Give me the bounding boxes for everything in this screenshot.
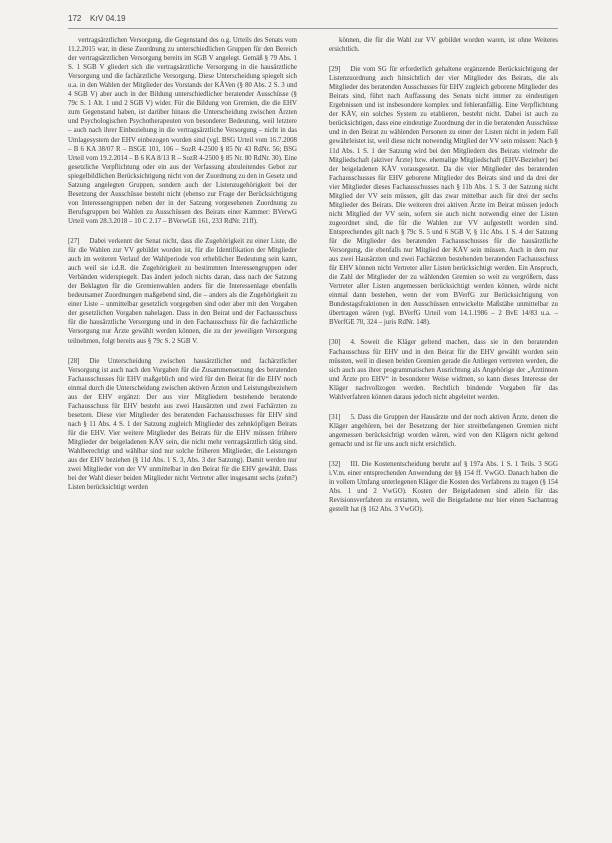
paragraph-number: [27] xyxy=(68,237,80,245)
right-column xyxy=(329,36,558,525)
paragraph xyxy=(329,338,558,401)
paragraph-text: Die vom SG für erforderlich gehaltene ergänzende Berücksichtigung der Listenzuordnung auch hinsichtlich der vier Mitglieder des Beirats, die als Mitglieder des beratenden Ausschusses für EHV zugleich geborene Mitglieder des Beirats sind, führt nach Auffassung des Senats nicht immer zu eindeutigen Ergebnissen und ist insbesondere komplex und fehleranfällig. Eine Verpflichtung der KÄV, ein solches System zu etablieren, besteht nicht. Dabei ist auch zu berücksichtigen, dass eine eindeutige Zuordnung der in die beratenden Ausschüsse und in den Beirat zu wählenden Personen zu einer der Listen nicht in jedem Fall gewährleistet ist, weil diese nicht notwendig Mitglied der VV sein müssen: Nach § 11d Abs. 1 S. 1 der Satzung wird bei den Mitgliedern des Beirats vielmehr die Mitgliedschaft (aktiver Ärzte) bzw. ehemalige Mitgliedschaft (EHV-Bezieher) bei der beigeladenen KÄV vorausgesetzt. Da die vier Mitglieder des beratenden Fachausschusses für EHV geborene Mitglieder des Beirats sind und da drei der vier Mitglieder dieses Fachausschusses nach § 11b Abs. 1 S. 3 der Satzung nicht Mitglied der VV sein müssen, gilt das zwar mittelbar auch für drei der sechs Mitglieder des Beirats. Die weiteren drei aktiven Ärzte im Beirat müssen jedoch nicht Mitglied der VV sein, sofern sie auch nicht notwendig einer der Listen zugeordnet sind, die für die Wahlen zur VV aufgestellt worden sind. Entsprechendes gilt nach § 79c S. 5 und 6 SGB V, § 11c Abs. 1 S. 4 der Satzung für die Mitglieder des beratenden Fachausschusses für die hausärztliche Versorgung, die ebenfalls nur Mitglied der KÄV sein müssen. Auch in dem nur aus zwei Hausärzten und zwei Fachärzten bestehenden beratenden Fachausschuss für EHV können nicht Vertreter aller Listen berücksichtigt werden. Ein Anspruch, die Zahl der Mitglieder der zu wählenden Gremien so weit zu vergrößern, dass Vertreter aller Listen angemessen berücksichtigt werden können, würde nicht einmal dann bestehen, wenn der vom BVerfG zur Berücksichtigung von Bundestagsfraktionen in den Ausschüssen entwickelte Maßstäbe unmittelbar zu übertragen wären (vgl. BVerfG Urteil vom 14.1.1986 – 2 BvE 14/83 u.a. – BVerfGE 70, 324 – juris RdNr. 148). xyxy=(329,66,558,327)
paragraph-number: [30] xyxy=(329,339,341,347)
page-number: 172 xyxy=(68,14,82,23)
paragraph xyxy=(329,460,558,514)
paragraph-number: [31] xyxy=(329,413,341,421)
paragraph-text: können, die für die Wahl zur VV gebildet worden waren, ist ohne Weiteres ersichtlich. xyxy=(329,37,558,54)
paragraph-text: 4. Soweit die Kläger geltend machen, dass sie in den beratenden Fachausschuss für EHV und in den Beirat für die EHV gewählt worden sein müssten, weil in diesen beiden Gremien gerade die Anliegen vertreten werden, die sich auch aus ihrer programmatischen Ausrichtung als Angehörige der „Ärztinnen und Ärzte pro EHV“ in besonderer Weise widmen, so kann dieses Interesse der Kläger nachvollzogen werden. Rechtlich bindende Vorgaben für das Wahlverfahren können daraus jedoch nicht abgeleitet werden. xyxy=(329,339,558,401)
paragraph-number: [32] xyxy=(329,460,341,468)
paragraph-text: 5. Dass die Gruppen der Hausärzte und der noch aktiven Ärzte, denen die Kläger angehören, bei der Besetzung der hier streitbefangenen Gremien nicht angemessen berücksichtigt worden wären, wird von den Klägern nicht geltend gemacht und ist für uns auch nicht ersichtlich. xyxy=(329,413,558,448)
left-column xyxy=(68,36,297,503)
paragraph xyxy=(329,413,558,449)
paragraph xyxy=(329,36,558,54)
page-header xyxy=(68,14,558,28)
paragraph xyxy=(68,357,297,493)
journal-reference: KrV 04.19 xyxy=(90,14,126,23)
paragraph-number: [29] xyxy=(329,66,341,74)
paragraph-number: [28] xyxy=(68,357,80,365)
paragraph-text: vertragsärztlichen Versorgung, die Gegenstand des o.g. Urteils des Senats vom 11.2.2015 war, in diese Zuordnung zu unterschiedlichen Gruppen für den Bereich der vertragsärztlichen Versorgung bereits im SGB V angelegt. Gemäß § 79 Abs. 1 S. 1 SGB V gliedert sich die vertragsärztliche Versorgung in die hausärztliche Versorgung und die fachärztliche Versorgung. Diese Unterscheidung spiegelt sich u.a. in den Wahlen der Mitglieder des Vorstands der KÄVen (§ 80 Abs. 2 S. 3 und 4 SGB V) aber auch in der Bildung unterschiedlicher beratender Ausschüsse (§ 79c S. 1 Alt. 1 und 2 SGB V) wider. Für die Bildung von Gremien, die die EHV zum Gegenstand haben, ist darüber hinaus die Unterscheidung zwischen Ärzten und Psychologischen Psychotherapeuten von besonderer Bedeutung, weil letztere – auch nach ihrer Einbeziehung in die vertragsärztliche Versorgung – nicht in das Umlagesystem der EHV einbezogen worden sind (vgl. BSG Urteil vom 16.7.2008 – B 6 KA 38/07 R – BSGE 101, 106 – SozR 4-2500 § 85 Nr 43 RdNr. 56; BSG Urteil vom 19.2.2014 – B 6 KA 8/13 R – SozR 4-2500 § 85 Nr. 80 RdNr. 30). Eine gesetzliche Verpflichtung oder ein aus der Verfassung abzuleitendes Gebot zur spiegelbildlichen Berücksichtigung nicht von der Zuordnung zu den in Gesetz und Satzung angelegten Gruppen, sondern auch der Listenzugehörigkeit bei der Besetzung der Ausschüsse besteht nicht (ebenso zur Frage der Berücksichtigung von Interessengruppen neben der in der Satzung vorgesehenen Zuordnung zu Berufsgruppen bei Wahlen zu Ausschüssen des Beirats einer Kammer: BVerwG Urteil vom 28.3.2018 – 10 C 2.17 – BVerwGE 161, 233 RdNr. 21ff). xyxy=(68,37,297,225)
paragraph-text: III. Die Kostenentscheidung beruht auf § 197a Abs. 1 S. 1 Teils. 3 SGG i.V.m. einer entsprechenden Anwendung der §§ 154 ff. VwGO. Danach haben die in vollem Umfang unterlegenen Kläger die Kosten des Verfahrens zu tragen (§ 154 Abs. 1 und 2 VwGO). Kosten der Beigeladenen sind allein für das Revisionsverfahren zu erstatten, weil die Beigeladene nur hier einen Sachantrag gestellt hat (§ 162 Abs. 3 VwGO). xyxy=(329,460,558,514)
paragraph xyxy=(68,36,297,226)
paragraph xyxy=(329,65,558,327)
paragraph-text: Dabei verkennt der Senat nicht, dass die Zugehörigkeit zu einer Liste, die für die Wahlen zur VV gebildet worden ist, für die Identifikation der Mitglieder auch im weiteren Verlauf der Wahlperiode von erheblicher Bedeutung sein kann, auch weil sie i.d.R. die Zugehörigkeit zu bestimmten Interessengruppen oder Verbänden widerspiegelt. Das ändert jedoch nichts daran, dass nach der Satzung der Beklagten für die Gremienwahlen anders für die Interessenlage ebenfalls bedeutsamer Zuordnungen maßgebend sind, die – anders als die Zugehörigkeit zu einer Liste – unmittelbar gesetzlich vorgegeben sind oder aber mit den Vorgaben der gesetzlichen Vorgaben nahelagen. Dass in den Beirat und der Fachausschuss für die hausärztliche Versorgung und in den Fachausschuss für die fachärztliche Versorgung nur Ärzte gewählt werden können, die zu der jeweiligen Versorgung teilnehmen, folgt bereits aus § 79c S. 2 SGB V. xyxy=(68,237,297,345)
header-rule xyxy=(68,28,558,29)
paragraph-text: Die Unterscheidung zwischen hausärztlicher und fachärztlicher Versorgung ist auch nach den Vorgaben für die Zusammensetzung des beratenden Fachausschusses für EHV maßgeblich und wird für den Beirat für die EHV noch einmal durch die Unterscheidung zwischen aktiven Ärzten und Leistungsbeziehern aus der EHV ergänzt: Der aus vier Mitgliedern bestehende beratende Fachausschuss für EHV besteht aus zwei Hausärzten und zwei Fachärzten zu besetzen. Diese vier Mitglieder des beratenden Fachausschusses für EHV sind nach § 11 Abs. 4 S. 1 der Satzung zugleich Mitglieder des zehnköpfigen Beirats für die EHV. Vier weitere Mitglieder des Beirats für die EHV müssen frühere Mitglieder der beigeladenen KÄV sein, die nicht mehr vertragsärztlich tätig sind. Wahlberechtigt und wählbar sind nur solche früheren Mitglieder, die Leistungen aus der EHV beziehen (§ 11d Abs. 1 S. 3, Abs. 3 der Satzung). Damit werden nur zwei Mitglieder von der VV unmittelbar in den Beirat für die EHV gewählt. Dass bei der Wahl dieser beiden Mitglieder nicht Vertreter aller insgesamt sechs (zehn?) Listen berücksichtigt werden xyxy=(68,357,297,492)
paragraph xyxy=(68,237,297,346)
